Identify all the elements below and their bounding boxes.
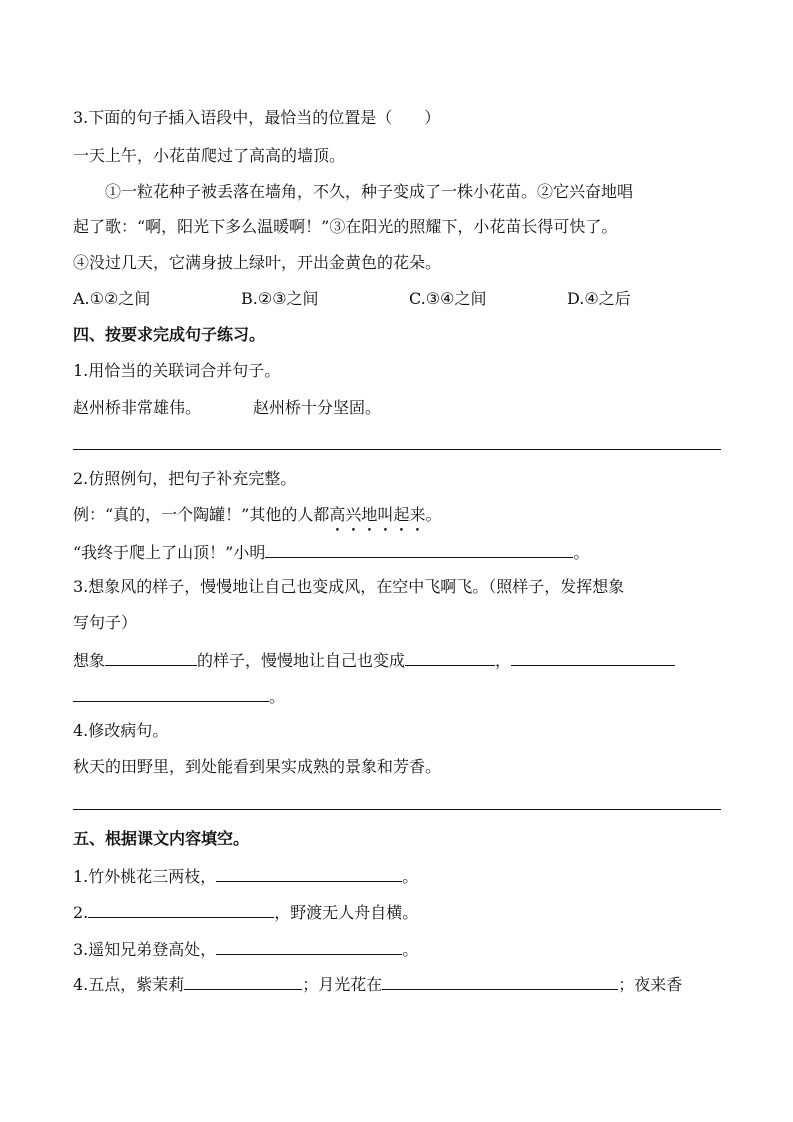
dotted-char: 兴: [345, 505, 362, 524]
prompt-end: 。: [573, 543, 590, 562]
text-4a: 4.五点，紫茉莉: [73, 975, 185, 994]
poem-text-2: ，野渡无人舟自横。: [274, 903, 419, 922]
poem-num-2: 2.: [73, 903, 89, 922]
sentence-1: 赵州桥非常雄伟。: [73, 398, 202, 417]
fill-end: 。: [269, 687, 286, 706]
fill-text-b: 的样子，慢慢地让自己也变成: [197, 651, 406, 670]
blank-s5-1[interactable]: [216, 864, 402, 882]
s4-q1-sentences: [73, 397, 381, 419]
poem-end-3: 。: [402, 940, 419, 959]
passage-line-1: ①一粒花种子被丢落在墙角，不久，种子变成了一株小花苗。②它兴奋地唱: [105, 182, 634, 201]
text-4c: ；夜来香: [618, 975, 683, 994]
s4-q4-stem: 4.修改病句。: [73, 721, 169, 740]
blank-s5-2[interactable]: [88, 900, 274, 918]
fill-text-c: ，: [495, 651, 512, 670]
s4-q1-stem: 1.用恰当的关联词合并句子。: [73, 361, 281, 380]
poem-text-1: 1.竹外桃花三两枝，: [73, 867, 217, 886]
blank-q2[interactable]: [265, 540, 573, 558]
s5-line-2: [73, 900, 418, 924]
blank-q3-4[interactable]: [73, 684, 269, 702]
s4-q2-stem: 2.仿照例句，把句子补充完整。: [73, 469, 297, 488]
blank-s5-4b[interactable]: [382, 972, 618, 990]
dotted-char: 高: [329, 505, 346, 524]
passage-line-2: 起了歌：“啊，阳光下多么温暖啊！”③在阳光的照耀下，小花苗长得可快了。: [73, 217, 618, 236]
section-4-title: 四、按要求完成句子练习。: [73, 325, 266, 344]
blank-q3-2[interactable]: [405, 648, 495, 666]
example-text: 例：“真的，一个陶罐！”其他的人都: [73, 505, 330, 524]
option-b[interactable]: B.②③之间: [241, 289, 319, 308]
passage-line-3: ④没过几天，它满身披上绿叶，开出金黄色的花朵。: [73, 253, 442, 272]
s4-q3-line-1: 3.想象风的样子，慢慢地让自己也变成风，在空中飞啊飞。（照样子，发挥想象: [73, 577, 625, 596]
s4-q2-prompt: [73, 540, 589, 564]
dotted-char: 叫: [377, 505, 394, 524]
answer-options: [73, 288, 631, 310]
s4-q2-example: [73, 504, 441, 526]
insert-sentence: 一天上午，小花苗爬过了高高的墙顶。: [73, 146, 346, 165]
s5-line-4: [73, 972, 682, 996]
s4-q3-line-2: 写句子）: [73, 613, 138, 632]
option-c[interactable]: C.③④之间: [409, 289, 487, 308]
blank-s5-3[interactable]: [216, 937, 402, 955]
blank-q3-1[interactable]: [105, 648, 197, 666]
poem-end-1: 。: [402, 867, 419, 886]
answer-line-q4[interactable]: [73, 809, 721, 810]
s4-q4-sentence: 秋天的田野里，到处能看到果实成熟的景象和芳香。: [73, 757, 442, 776]
text-4b: ；月光花在: [302, 975, 383, 994]
dotted-char: 地: [361, 505, 378, 524]
s4-q3-fill-line-2: [73, 684, 285, 708]
example-end: 。: [425, 505, 442, 524]
dotted-char: 起: [393, 505, 410, 524]
answer-line-q1[interactable]: [73, 449, 721, 450]
section-5-title: 五、根据课文内容填空。: [73, 829, 250, 848]
poem-text-3: 3.遥知兄弟登高处，: [73, 940, 217, 959]
option-d[interactable]: D.④之后: [567, 289, 631, 308]
blank-s5-4a[interactable]: [184, 972, 302, 990]
blank-q3-3[interactable]: [511, 648, 675, 666]
s4-q3-fill-line: [73, 648, 675, 672]
prompt-text: “我终于爬上了山顶！”小明: [73, 543, 266, 562]
option-a[interactable]: A.①②之间: [73, 289, 151, 308]
question-3-stem: 3.下面的句子插入语段中，最恰当的位置是（ ）: [73, 108, 441, 127]
sentence-2: 赵州桥十分坚固。: [253, 398, 382, 417]
s5-line-3: [73, 937, 418, 961]
fill-text-a: 想象: [73, 651, 106, 670]
s5-line-1: [73, 864, 418, 888]
dotted-char: 来: [409, 505, 426, 524]
